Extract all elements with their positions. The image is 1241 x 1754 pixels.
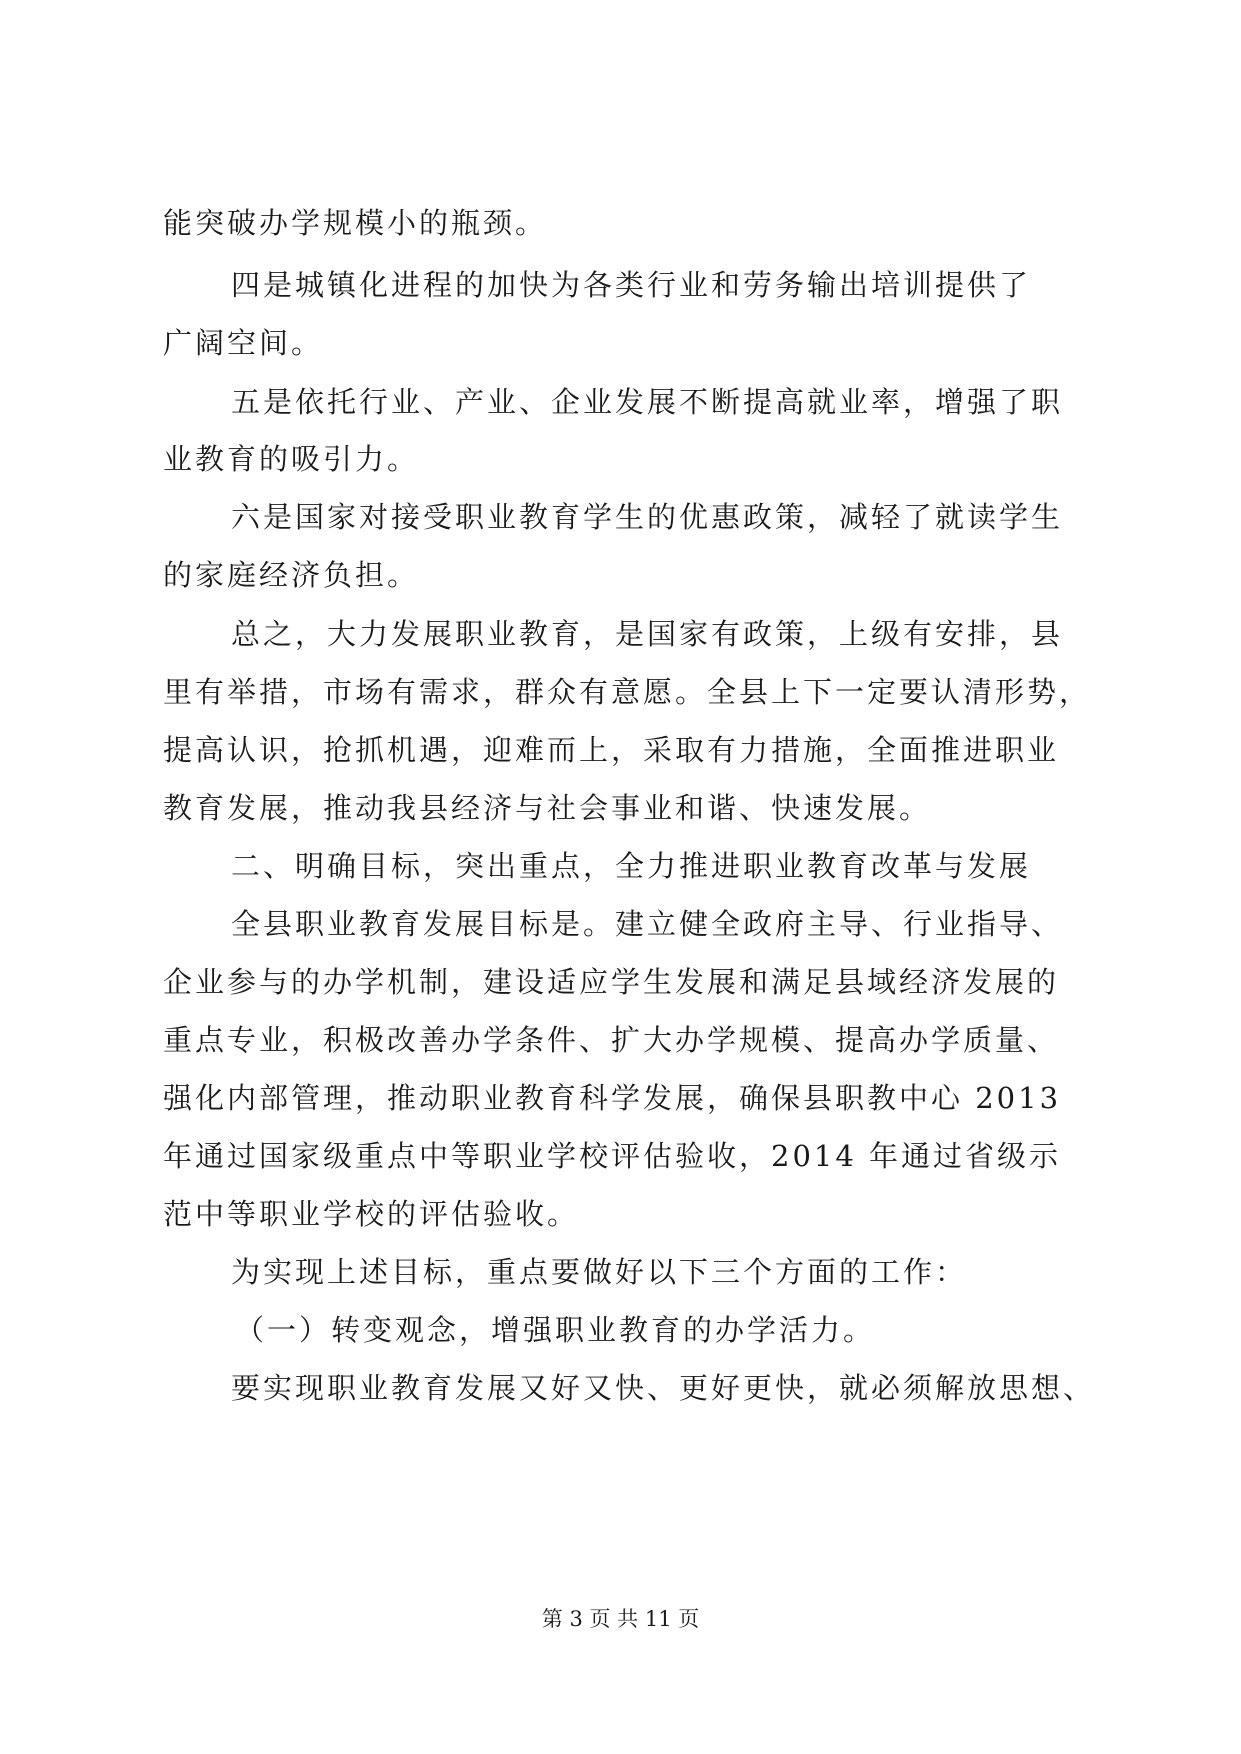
text-line: 四是城镇化进程的加快为各类行业和劳务输出培训提供了 [231,268,1032,302]
text-line: 广阔空间。 [163,326,324,360]
page-footer: 第 3 页 共 11 页 [541,1607,700,1631]
text-line: 强化内部管理，推动职业教育科学发展，确保县职教中心 2013 [163,1081,1062,1115]
text-line: 六是国家对接受职业教育学生的优惠政策，减轻了就读学生 [231,500,1064,534]
subsection-heading: （一）转变观念，增强职业教育的办学活力。 [235,1313,876,1347]
text-line: 年通过国家级重点中等职业学校评估验收，2014 年通过省级示 [163,1139,1062,1173]
text-line: 全县职业教育发展目标是。建立健全政府主导、行业指导、 [231,907,1064,941]
text-line: 要实现职业教育发展又好又快、更好更快，就必须解放思想、 [231,1371,1096,1405]
text-line: 为实现上述目标，重点要做好以下三个方面的工作： [231,1255,968,1289]
text-line: 企业参与的办学机制，建设适应学生发展和满足县域经济发展的 [163,965,1060,999]
text-line: 提高认识，抢抓机遇，迎难而上，采取有力措施，全面推进职业 [163,733,1060,767]
text-line: 重点专业，积极改善办学条件、扩大办学规模、提高办学质量、 [163,1023,1060,1057]
text-line: 五是依托行业、产业、企业发展不断提高就业率，增强了职 [231,385,1064,419]
text-line: 教育发展，推动我县经济与社会事业和谐、快速发展。 [163,791,932,825]
text-line: 里有举措，市场有需求，群众有意愿。全县上下一定要认清形势， [163,675,1092,709]
text-line: 范中等职业学校的评估验收。 [163,1197,580,1231]
text-line: 总之，大力发展职业教育，是国家有政策，上级有安排，县 [231,617,1064,651]
text-line: 能突破办学规模小的瓶颈。 [163,206,548,240]
text-line: 的家庭经济负担。 [163,558,420,592]
text-line: 业教育的吸引力。 [163,442,420,476]
section-heading: 二、明确目标，突出重点，全力推进职业教育改革与发展 [231,849,1032,883]
